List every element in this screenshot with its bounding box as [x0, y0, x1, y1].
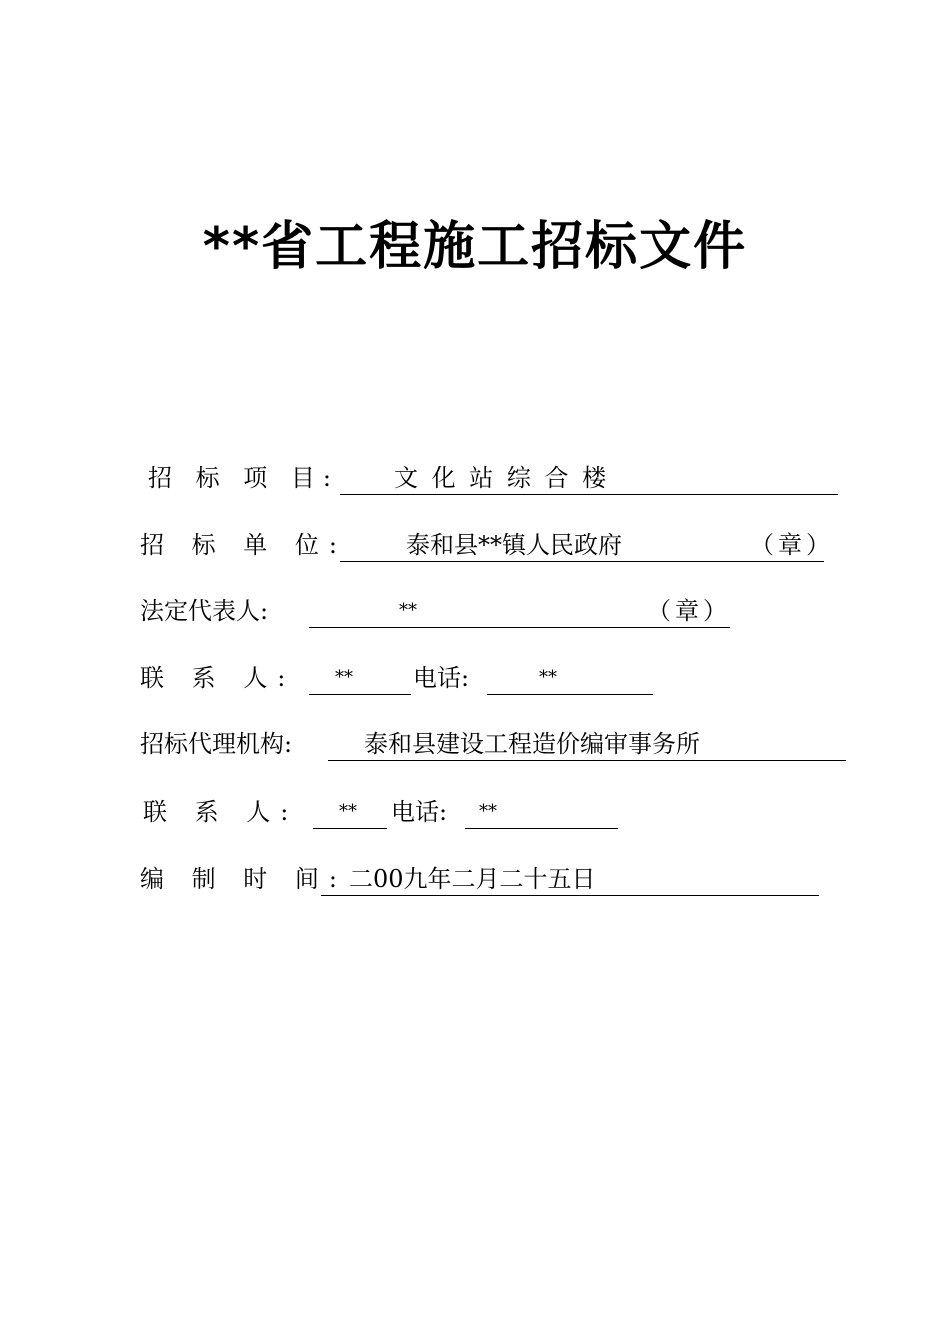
field-contact2-line [313, 795, 387, 829]
field-date-value: 二00九年二月二十五日 [349, 865, 596, 893]
field-date-row [0, 862, 950, 896]
field-contact2-label: 联 系 人: [143, 798, 299, 826]
field-contact1-phone-line [487, 661, 653, 695]
field-contact1-phone-label: 电话: [413, 664, 470, 692]
field-contact1-line [309, 661, 411, 695]
field-date-line [321, 862, 819, 896]
field-contact1-value: ** [335, 667, 353, 688]
field-contact2-phone-label: 电话: [391, 798, 448, 826]
field-contact2-row [0, 795, 950, 829]
field-agency-value: 泰和县建设工程造价编审事务所 [364, 730, 700, 758]
field-project-value: 文 化 站 综 合 楼 [394, 464, 610, 492]
field-legal-rep-line [309, 594, 730, 628]
field-legal-rep-row [0, 594, 950, 628]
field-unit-seal: （章） [750, 531, 834, 559]
field-agency-label: 招标代理机构: [140, 730, 293, 758]
field-unit-row [0, 528, 950, 562]
field-contact1-row [0, 661, 950, 695]
field-date-label: 编 制 时 间: [140, 865, 347, 893]
field-unit-label: 招 标 单 位: [140, 531, 347, 559]
field-legal-rep-seal: （章） [647, 597, 731, 625]
field-contact1-label: 联 系 人: [140, 664, 296, 692]
field-project-line [340, 461, 838, 495]
field-project-label: 招 标 项 目: [148, 464, 339, 492]
field-unit-value: 泰和县**镇人民政府 [406, 531, 622, 559]
document-title: **省工程施工招标文件 [202, 217, 748, 277]
field-project-row [0, 461, 950, 495]
field-agency-row [0, 727, 950, 761]
field-legal-rep-value: ** [399, 600, 417, 621]
field-contact1-phone-value: ** [539, 667, 557, 688]
field-unit-line [340, 528, 834, 562]
field-contact2-value: ** [339, 801, 357, 822]
field-contact2-phone-line [465, 795, 618, 829]
field-contact2-phone-value: ** [479, 801, 497, 822]
field-legal-rep-label: 法定代表人: [140, 597, 269, 625]
field-agency-line [328, 727, 846, 761]
